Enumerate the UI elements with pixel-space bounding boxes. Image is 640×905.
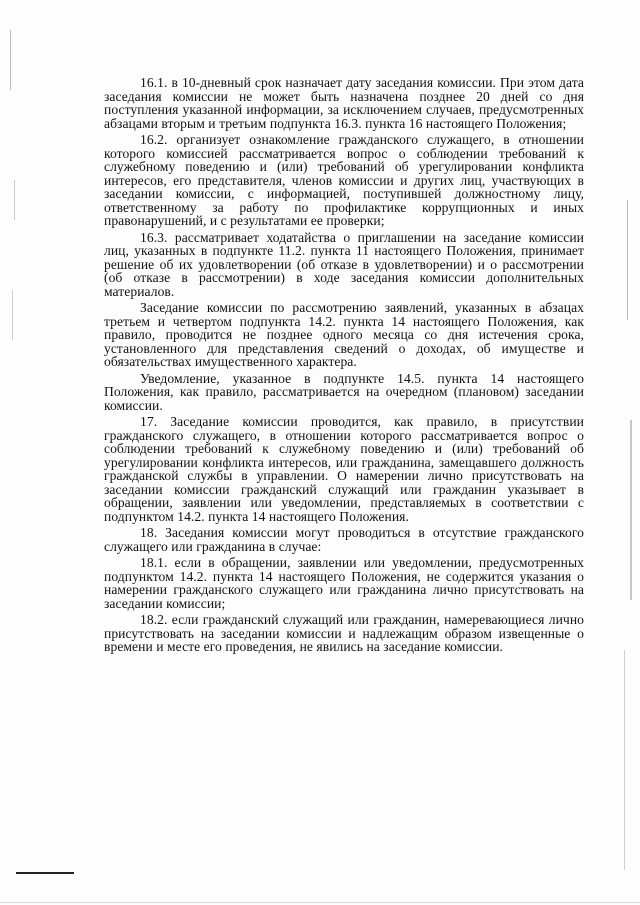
paragraph-16-2: 16.2. организует ознакомление гражданского служащего, в отношении которого комиссией рассматривается вопрос о соблюдении требований к служебному поведению и (или) требований об урегулировании конфликта интересов, его представителя, членов комиссии и других лиц, участвующих в заседании комиссии, с информацией, поступившей должностному лицу, ответственному за работу по профилактике коррупционных и иных правонарушений, и с результатами ее проверки;: [104, 132, 584, 228]
scan-artifact-left-2: [14, 180, 15, 220]
scan-artifact-right-1: [627, 200, 628, 320]
scan-artifact-right-3: [624, 650, 625, 870]
signature-stroke: [16, 872, 74, 874]
paragraph-16-3: 16.3. рассматривает ходатайства о приглашении на заседание комиссии лиц, указанных в подпункте 11.2. пункта 11 настоящего Положения, принимает решение об их удовлетворении (об отказе в удовлетворении) и о рассмотрении (об отказе в рассмотрении) в ходе заседания комиссии дополнительных материалов.: [104, 229, 584, 299]
scan-artifact-left-3: [12, 290, 13, 340]
paragraph-notification: Уведомление, указанное в подпункте 14.5. пункта 14 настоящего Положения, как правило, рассматривается на очередном (плановом) заседании комиссии.: [104, 370, 584, 413]
scan-artifact-left-1: [10, 30, 11, 90]
paragraph-17: 17. Заседание комиссии проводится, как правило, в присутствии гражданского служащего, в отношении которого рассматривается вопрос о соблюдении требований к служебному поведению и (или) требований об урегулировании конфликта интересов, или гражданина, замещавшего должность гражданской службы в управлении. О намерении лично присутствовать на заседании комиссии гражданский служащий или гражданин указывает в обращении, заявлении или уведомлении, представляемых в соответствии с подпунктом 14.2. пункта 14 настоящего Положения.: [104, 414, 584, 524]
paragraph-18-1: 18.1. если в обращении, заявлении или уведомлении, предусмотренных подпунктом 14.2. пункта 14 настоящего Положения, не содержится указания о намерении гражданского служащего или гражданина лично присутствовать на заседании комиссии;: [104, 555, 584, 611]
paragraph-18-2: 18.2. если гражданский служащий или гражданин, намеревающиеся лично присутствовать на заседании комиссии и надлежащим образом извещенные о времени и месте его проведения, не явились на заседание комиссии.: [104, 612, 584, 654]
paragraph-16-1: 16.1. в 10-дневный срок назначает дату заседания комиссии. При этом дата заседания комиссии не может быть назначена позднее 20 дней со дня поступления указанной информации, за исключением случаев, предусмотренных абзацами вторым и третьим подпункта 16.3. пункта 16 настоящего Положения;: [104, 75, 584, 131]
paragraph-18: 18. Заседания комиссии могут проводиться в отсутствие гражданского служащего или гражданина в случае:: [104, 525, 584, 554]
page-bottom-edge: [0, 902, 640, 903]
paragraph-meeting-applications: Заседание комиссии по рассмотрению заявлений, указанных в абзацах третьем и четвертом подпункта 14.2. пункта 14 настоящего Положения, как правило, проводится не позднее одного месяца со дня истечения срока, установленного для представления сведений о доходах, об имуществе и обязательствах имущественного характера.: [104, 300, 584, 369]
scan-artifact-right-2: [630, 420, 632, 600]
document-body: [104, 76, 584, 657]
